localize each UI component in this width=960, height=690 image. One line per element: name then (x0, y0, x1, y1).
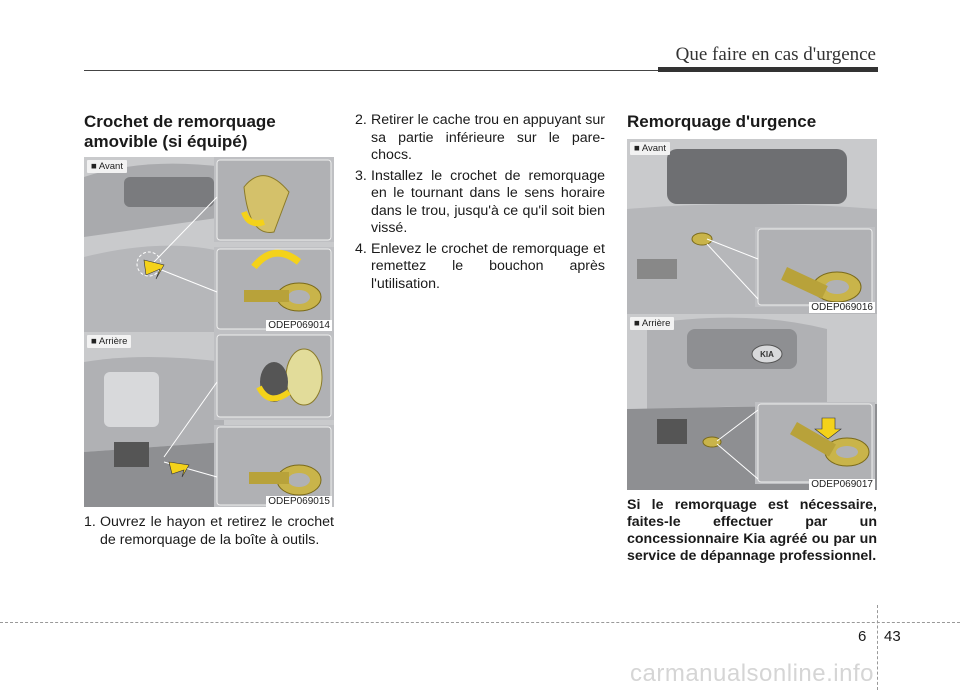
footer-rule (0, 622, 960, 623)
figure-label-front: ■ Avant (630, 142, 670, 155)
figure-rear-hook (84, 332, 334, 507)
figure-code: ODEP069016 (811, 302, 873, 313)
watermark-logo: carmanualsonline.info (630, 660, 874, 687)
section-heading-removable-hook: Crochet de remorquage amovible (si équipé) (84, 112, 276, 151)
step-item: 1. Ouvrez le hayon et retirez le crochet de remorquage de la boîte à outils. (84, 514, 334, 548)
figure-code: ODEP069017 (811, 479, 873, 490)
middle-column (355, 112, 605, 296)
step-item: 2. Retirer le cache trou en appuyant sur sa partie inférieure sur le pare-chocs. (355, 112, 605, 163)
front-bumper-illustration (84, 157, 334, 332)
figure-label-front: ■ Avant (87, 160, 127, 173)
section-heading-emergency-towing: Remorquage d'urgence (627, 112, 817, 131)
figure-code: ODEP069014 (268, 320, 330, 331)
step-item: 3. Installez le crochet de remorquage en le tournant dans le sens horaire dans le trou, jusqu'à ce qu'il soit bien vissé. (355, 167, 605, 236)
page-number: 43 (884, 628, 901, 645)
front-tow-illustration (627, 139, 877, 314)
figure-front-tow (627, 139, 877, 314)
rear-bumper-illustration (84, 332, 334, 507)
towing-note: Si le remorquage est nécessaire, faites-le effectuer par un concessionnaire Kia agréé ou par un service de dépannage professionnel. (627, 497, 877, 564)
figure-front-hook (84, 157, 334, 332)
figure-rear-tow (627, 314, 877, 490)
rear-tow-illustration (627, 314, 877, 490)
figure-label-rear: ■ Arrière (630, 317, 674, 330)
chapter-number: 6 (858, 628, 867, 645)
left-steps (84, 514, 334, 552)
figure-code: ODEP069015 (268, 496, 330, 507)
step-item: 4. Enlevez le crochet de remorquage et remettez le bouchon après l'utilisation. (355, 240, 605, 292)
footer-divider (877, 605, 878, 690)
svg-text:KIA: KIA (760, 350, 774, 359)
running-header-title: Que faire en cas d'urgence (675, 44, 876, 65)
header-rule-accent (658, 67, 878, 72)
figure-label-rear: ■ Arrière (87, 335, 131, 348)
